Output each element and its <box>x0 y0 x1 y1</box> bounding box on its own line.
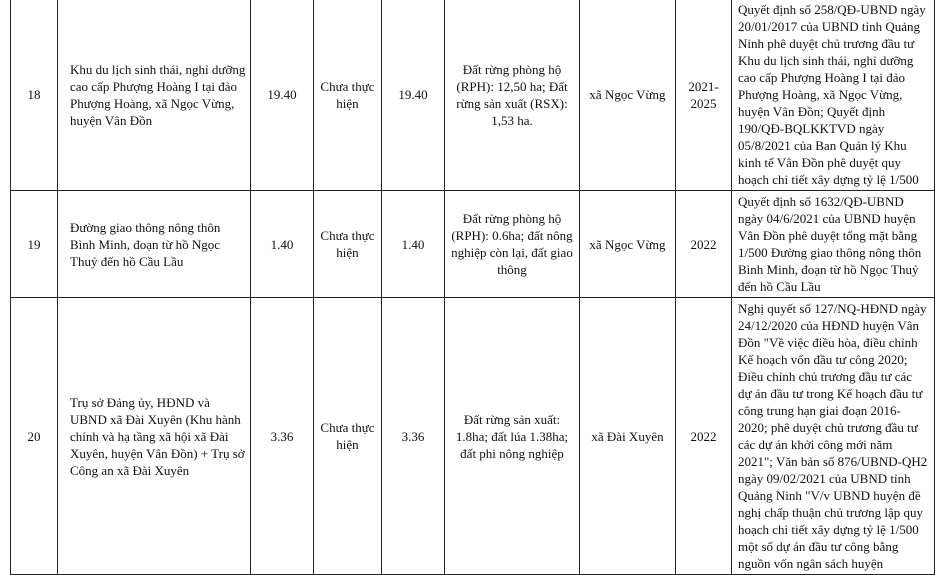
total-area-cell: 3.36 <box>251 298 314 575</box>
land-use-table <box>10 0 935 575</box>
row-number-cell: 20 <box>11 298 58 575</box>
status-cell: Chưa thực hiện <box>314 0 382 191</box>
row-number-cell: 19 <box>11 191 58 298</box>
land-type-cell: Đất rừng phòng hộ (RPH): 12,50 ha; Đất rừng sản xuất (RSX): 1,53 ha. <box>445 0 580 191</box>
used-area-cell: 3.36 <box>382 298 445 575</box>
total-area-cell: 19.40 <box>251 0 314 191</box>
row-number-cell: 18 <box>11 0 58 191</box>
commune-cell: xã Ngọc Vừng <box>580 0 676 191</box>
project-name-cell: Đường giao thông nông thôn Bình Minh, đoạn từ hồ Ngọc Thuỷ đến hồ Cầu Lầu <box>58 191 251 298</box>
total-area-cell: 1.40 <box>251 191 314 298</box>
status-cell: Chưa thực hiện <box>314 298 382 575</box>
land-type-cell: Đất rừng phòng hộ (RPH): 0.6ha; đất nông nghiệp còn lại, đất giao thông <box>445 191 580 298</box>
table-row <box>11 298 935 575</box>
commune-cell: xã Đài Xuyên <box>580 298 676 575</box>
table-row <box>11 191 935 298</box>
legal-basis-cell: Nghị quyết số 127/NQ-HĐND ngày 24/12/2020 của HĐND huyện Vân Đồn "Về việc điều hòa, điều chỉnh Kế hoạch vốn đầu tư công 2020; Điều chỉnh chủ trương đầu tư các dự án đầu tư trong Kế hoạch đầu tư công trung hạn giai đoạn 2016-2020; phê duyệt chủ trương đầu tư các dự án khởi công mới năm 2021"; Văn bản số 876/UBND-QH2 ngày 09/02/2021 của UBND tỉnh Quảng Ninh "V/v UBND huyện đề nghị chấp thuận chủ trương lập quy hoạch chi tiết xây dựng tỷ lệ 1/500 một số dự án đầu tư công bằng nguồn vốn ngân sách huyện <box>732 298 935 575</box>
period-cell: 2021-2025 <box>676 0 732 191</box>
period-cell: 2022 <box>676 191 732 298</box>
used-area-cell: 19.40 <box>382 0 445 191</box>
used-area-cell: 1.40 <box>382 191 445 298</box>
period-cell: 2022 <box>676 298 732 575</box>
project-name-cell: Trụ sở Đảng ủy, HĐND và UBND xã Đài Xuyên (Khu hành chính và hạ tầng xã hội xã Đài Xuyên, huyện Vân Đồn) + Trụ sở Công an xã Đài Xuyên <box>58 298 251 575</box>
commune-cell: xã Ngọc Vừng <box>580 191 676 298</box>
legal-basis-cell: Quyết định số 258/QĐ-UBND ngày 20/01/2017 của UBND tỉnh Quảng Ninh phê duyệt chủ trương đầu tư Khu du lịch sinh thái, nghỉ dưỡng cao cấp Phượng Hoàng I tại đảo Phượng Hoàng, xã Ngọc Vừng, huyện Vân Đồn; Quyết định 190/QĐ-BQLKKTVD ngày 05/8/2021 của Ban Quản lý Khu kinh tế Vân Đồn phê duyệt quy hoạch chi tiết xây dựng tỷ lệ 1/500 <box>732 0 935 191</box>
project-name-cell: Khu du lịch sinh thái, nghỉ dưỡng cao cấp Phượng Hoàng I tại đảo Phượng Hoàng, xã Ngọc Vừng, huyện Vân Đồn <box>58 0 251 191</box>
legal-basis-cell: Quyết định số 1632/QĐ-UBND ngày 04/6/2021 của UBND huyện Vân Đồn phê duyệt tổng mặt bằng 1/500 Đường giao thông nông thôn Bình Minh, đoạn từ hồ Ngọc Thuỷ đến hồ Cầu Lầu <box>732 191 935 298</box>
status-cell: Chưa thực hiện <box>314 191 382 298</box>
table-row <box>11 0 935 191</box>
land-type-cell: Đất rừng sản xuất: 1.8ha; đất lúa 1.38ha; đất phi nông nghiệp <box>445 298 580 575</box>
